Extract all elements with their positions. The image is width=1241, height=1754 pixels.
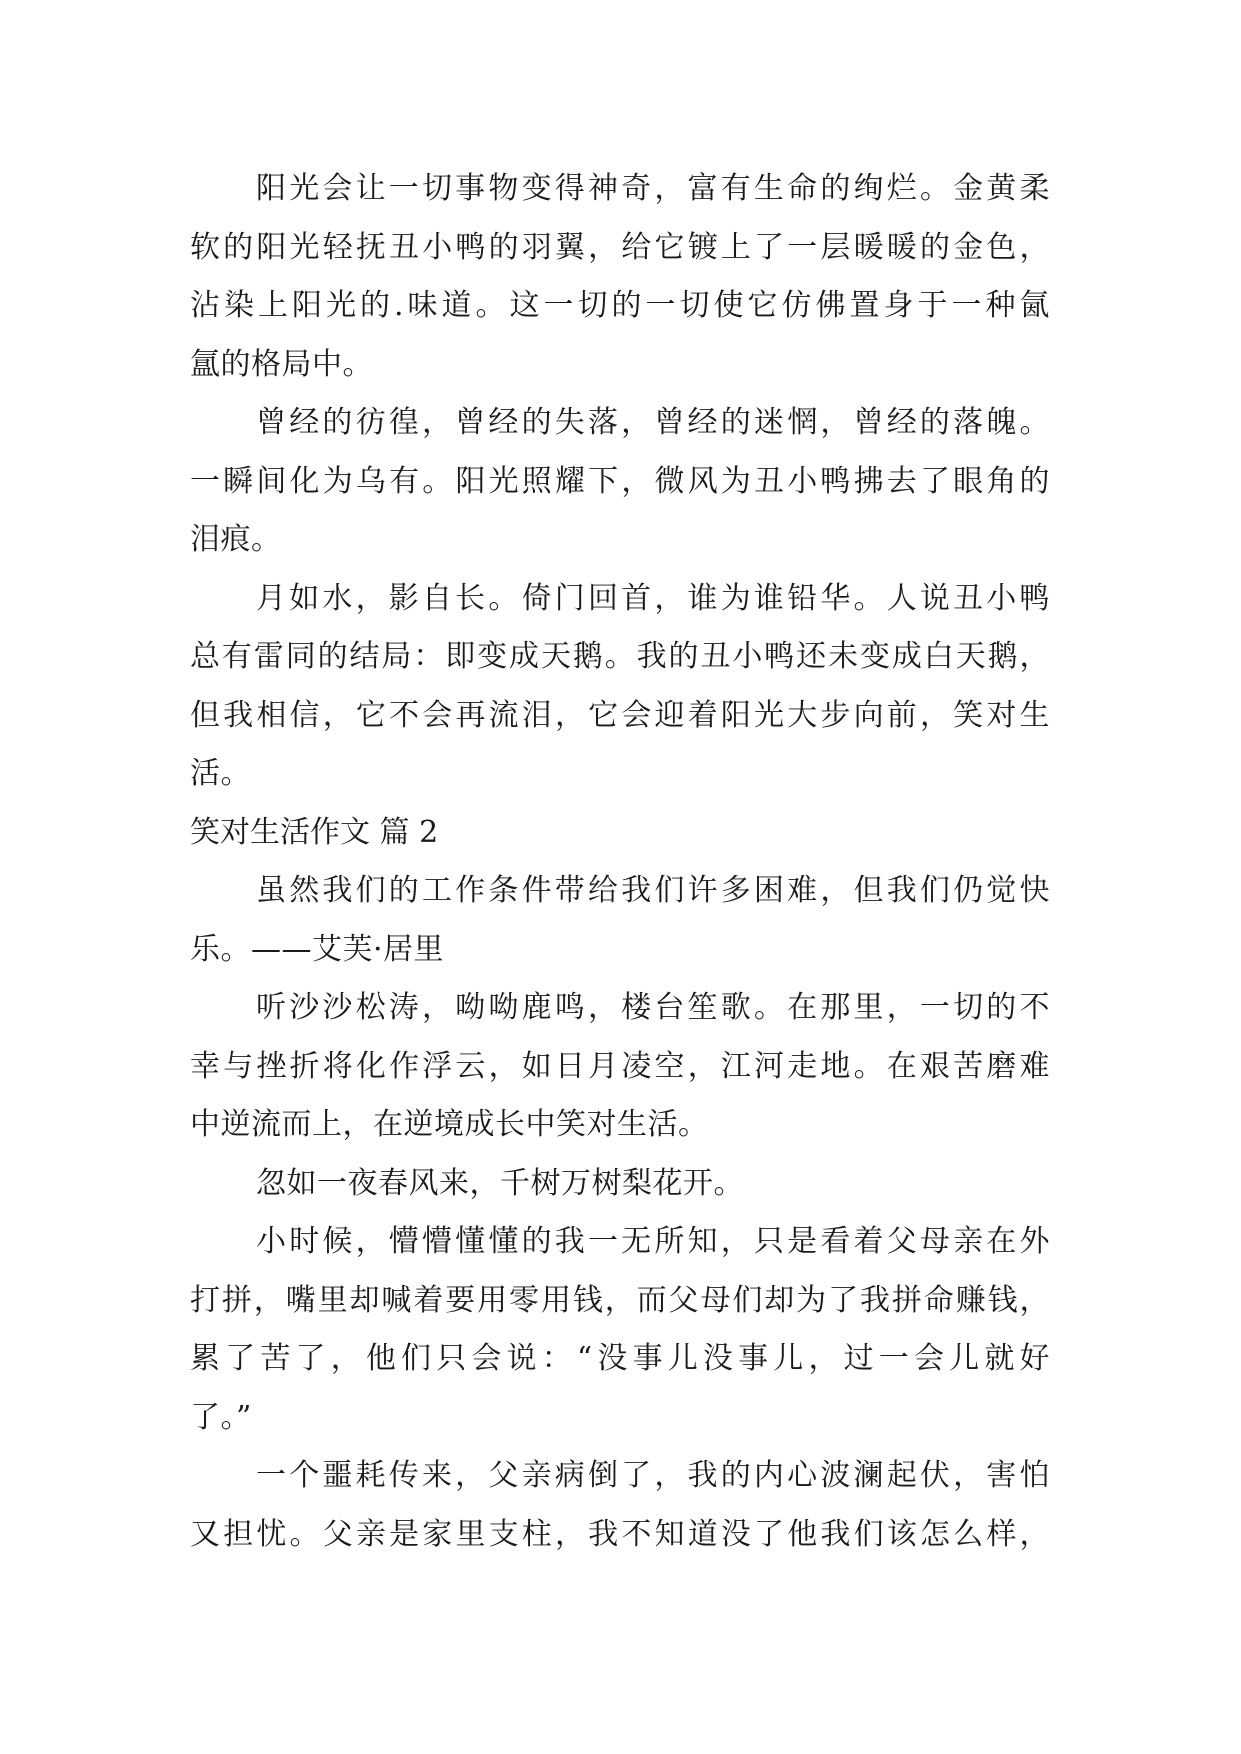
text-line: 小时候，懵懵懂懂的我一无所知，只是看着父母亲在外 bbox=[256, 1224, 1050, 1259]
paragraph bbox=[190, 979, 1050, 1155]
text-line: 听沙沙松涛，呦呦鹿鸣，楼台笙歌。在那里，一切的不 bbox=[256, 990, 1050, 1025]
text-line: 总有雷同的结局：即变成天鹅。我的丑小鸭还未变成白天鹅， bbox=[190, 639, 1050, 674]
text-line: 沾染上阳光的.味道。这一切的一切使它仿佛置身于一种氤 bbox=[190, 288, 1050, 323]
paragraph bbox=[190, 160, 1050, 394]
document-page bbox=[190, 160, 1050, 1564]
text-line: 中逆流而上，在逆境成长中笑对生活。 bbox=[190, 1107, 709, 1142]
text-line: 但我相信，它不会再流泪，它会迎着阳光大步向前，笑对生 bbox=[190, 697, 1050, 733]
text-line: 月如水，影自长。倚门回首，谁为谁铅华。人说丑小鸭 bbox=[256, 580, 1050, 616]
paragraph bbox=[190, 1155, 1050, 1214]
text-line: 阳光会让一切事物变得神奇，富有生命的绚烂。金黄柔 bbox=[256, 171, 1050, 206]
text-line: 活。 bbox=[190, 756, 251, 791]
text-line: 幸与挫折将化作浮云，如日月凌空，江河走地。在艰苦磨难 bbox=[190, 1048, 1050, 1084]
text-line: 又担忧。父亲是家里支柱，我不知道没了他我们该怎么样， bbox=[190, 1516, 1050, 1552]
section-title: 笑对生活作文 篇 2 bbox=[190, 814, 439, 850]
paragraph bbox=[190, 1213, 1050, 1447]
text-line: 软的阳光轻抚丑小鸭的羽翼，给它镀上了一层暖暖的金色， bbox=[190, 229, 1050, 265]
text-line: 曾经的彷徨，曾经的失落，曾经的迷惘，曾经的落魄。 bbox=[256, 405, 1050, 440]
text-line: 一瞬间化为乌有。阳光照耀下，微风为丑小鸭拂去了眼角的 bbox=[190, 463, 1050, 499]
text-line: 一个噩耗传来，父亲病倒了，我的内心波澜起伏，害怕 bbox=[256, 1458, 1050, 1493]
text-line: 累了苦了，他们只会说：“没事儿没事儿，过一会儿就好 bbox=[190, 1341, 1050, 1376]
text-line: 泪痕。 bbox=[190, 522, 282, 557]
paragraph bbox=[190, 394, 1050, 570]
paragraph bbox=[190, 570, 1050, 804]
text-line: 了。” bbox=[190, 1399, 252, 1435]
paragraph bbox=[190, 862, 1050, 979]
text-line: 氲的格局中。 bbox=[190, 346, 373, 382]
paragraph bbox=[190, 1447, 1050, 1564]
text-line: 忽如一夜春风来，千树万树梨花开。 bbox=[256, 1165, 744, 1201]
text-line: 乐。——艾芙·居里 bbox=[190, 931, 445, 967]
text-line: 打拼，嘴里却喊着要用零用钱，而父母们却为了我拼命赚钱， bbox=[190, 1282, 1050, 1318]
text-line: 虽然我们的工作条件带给我们许多困难，但我们仍觉快 bbox=[256, 873, 1050, 908]
